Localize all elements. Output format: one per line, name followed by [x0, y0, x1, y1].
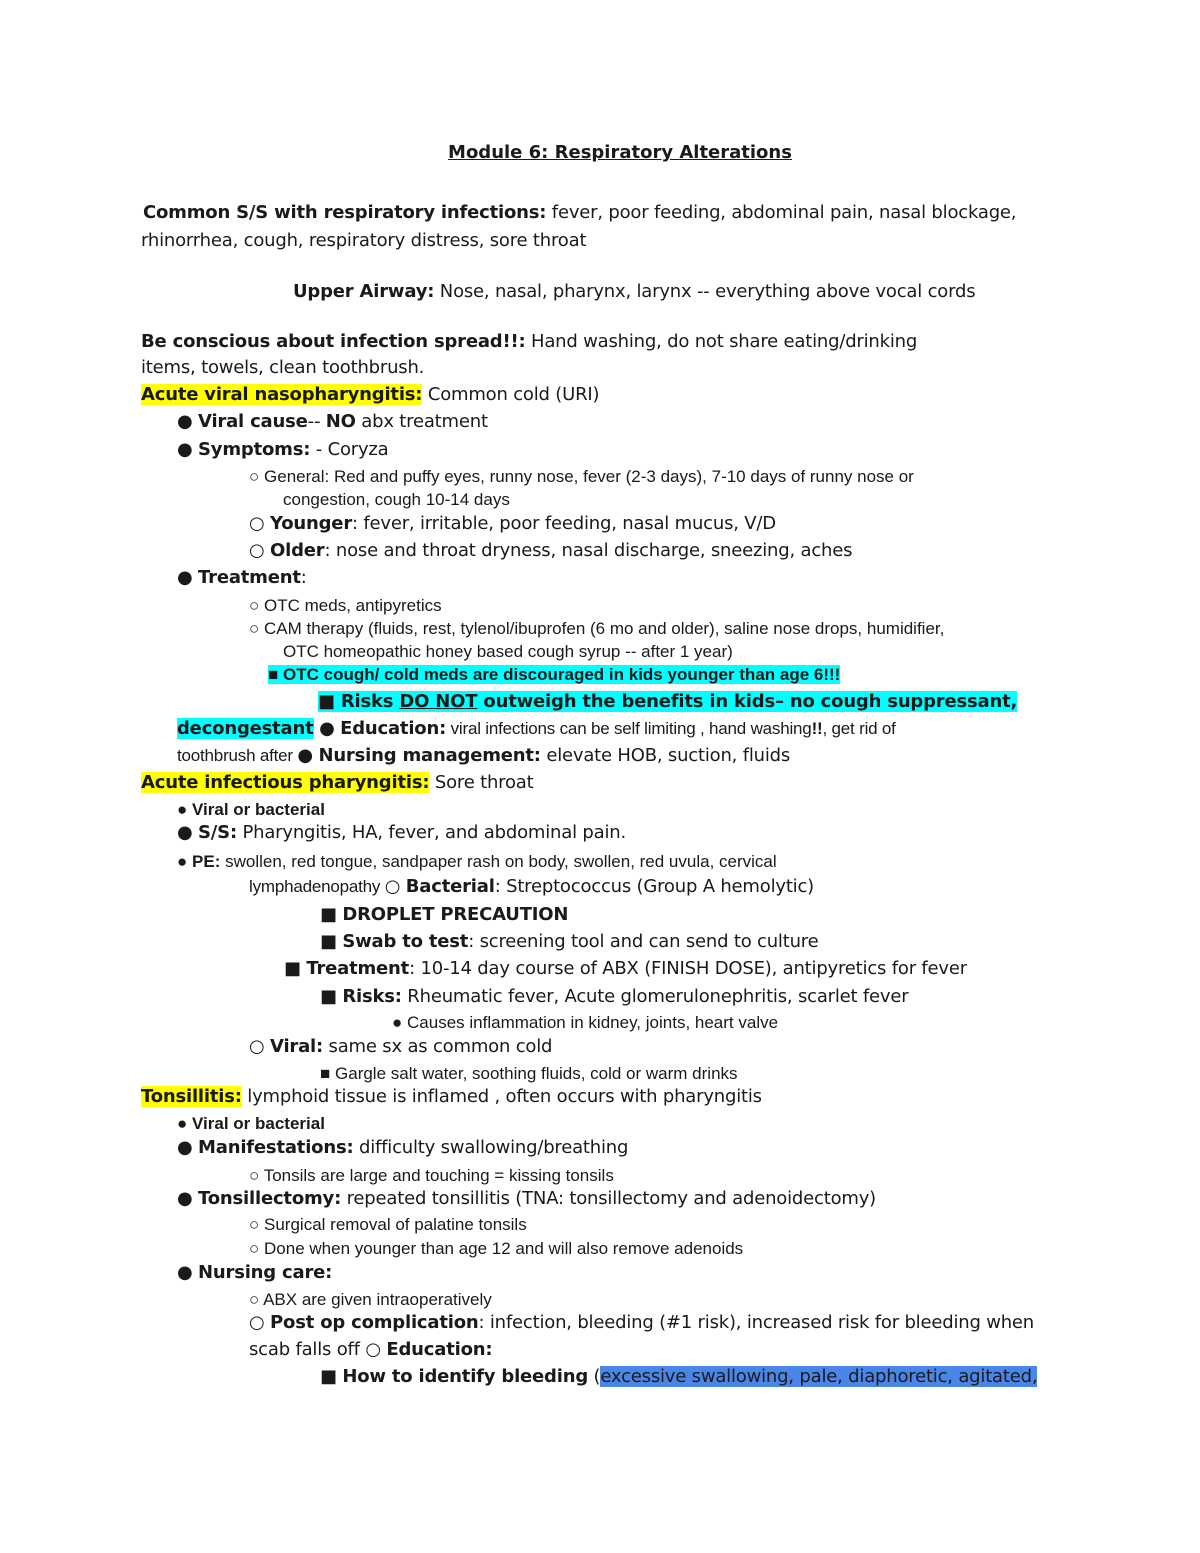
bullet-square: ■ — [320, 904, 337, 925]
upper-airway-line: Upper Airway: Nose, nasal, pharynx, larynx -- everything above vocal cords — [293, 281, 976, 302]
nasopharyngitis-heading-line: Acute viral nasopharyngitis: Common cold (URI) — [141, 384, 600, 405]
dot-inflammation: ● Causes inflammation in kidney, joints, heart valve — [392, 1013, 779, 1032]
bullet-square: ■ — [320, 1366, 337, 1387]
infection-spread-line-2: items, towels, clean toothbrush. — [141, 357, 425, 378]
bullet-dot: ● — [177, 1188, 193, 1209]
bullet-square: ■ — [320, 931, 337, 952]
bullet-manifestations: ● Manifestations: difficulty swallowing/breathing — [177, 1137, 629, 1158]
bullet-circle: ○ — [249, 1312, 265, 1333]
bullet-dot: ● — [177, 822, 193, 843]
square-otc-cough: ■ OTC cough/ cold meds are discouraged in kids younger than age 6!!! — [268, 665, 841, 684]
sub-bullet-kissing: ○ Tonsils are large and touching = kissing tonsils — [249, 1166, 614, 1185]
bullet-viral-bacterial: ● Viral or bacterial — [177, 800, 325, 819]
square-swab: ■ Swab to test: screening tool and can send to culture — [320, 931, 819, 952]
nasopharyngitis-heading: Acute viral nasopharyngitis: — [141, 384, 423, 405]
bullet-dot: ● — [392, 1013, 403, 1032]
bullet-square: ■ — [268, 665, 279, 684]
sub-bullet-viral: ○ Viral: same sx as common cold — [249, 1036, 553, 1057]
infection-spread-label: Be conscious about infection spread!!: — [141, 331, 526, 352]
bullet-circle: ○ — [249, 1290, 260, 1309]
sub-bullet-older: ○ Older: nose and throat dryness, nasal discharge, sneezing, aches — [249, 540, 853, 561]
bullet-nursing-care: ● Nursing care: — [177, 1262, 333, 1283]
scab-education-line: scab falls off ○ Education: — [249, 1339, 493, 1360]
toothbrush-nursing-line: toothbrush after ● Nursing management: elevate HOB, suction, fluids — [177, 745, 791, 766]
bullet-square: ■ — [320, 1064, 331, 1083]
bullet-circle: ○ — [249, 619, 260, 638]
sub-bullet-abx: ○ ABX are given intraoperatively — [249, 1290, 492, 1309]
pharyngitis-heading: Acute infectious pharyngitis: — [141, 772, 430, 793]
general-line-2: congestion, cough 10-14 days — [283, 490, 510, 509]
bullet-dot: ● — [297, 745, 313, 766]
square-risks: ■ Risks DO NOT outweigh the benefits in kids– no cough suppressant, — [318, 691, 1018, 712]
sub-bullet-cam: ○ CAM therapy (fluids, rest, tylenol/ibuprofen (6 mo and older), saline nose drops, humidifier, — [249, 619, 945, 638]
upper-airway-label: Upper Airway: — [293, 281, 435, 302]
bullet-circle: ○ — [249, 596, 260, 615]
common-ss-line-2: rhinorrhea, cough, respiratory distress, sore throat — [141, 230, 587, 251]
bullet-dot: ● — [177, 800, 188, 819]
bullet-circle: ○ — [249, 540, 265, 561]
decongestant-education-line: decongestant ● Education: viral infections can be self limiting , hand washing!!, get rid of — [177, 718, 896, 739]
bullet-dot: ● — [177, 852, 188, 871]
bullet-square: ■ — [318, 691, 335, 712]
cam-line-2: OTC homeopathic honey based cough syrup -- after 1 year) — [283, 642, 733, 661]
bullet-pe: ● PE: swollen, red tongue, sandpaper rash on body, swollen, red uvula, cervical — [177, 852, 777, 871]
sub-bullet-postop: ○ Post op complication: infection, bleeding (#1 risk), increased risk for bleeding when — [249, 1312, 1035, 1333]
page-title: Module 6: Respiratory Alterations — [448, 142, 792, 163]
bullet-viral-cause: ● Viral cause-- NO abx treatment — [177, 411, 488, 432]
bullet-circle: ○ — [249, 513, 265, 534]
selected-text: excessive swallowing, pale, diaphoretic, agitated, — [600, 1366, 1038, 1387]
square-risks-pharyngitis: ■ Risks: Rheumatic fever, Acute glomerulonephritis, scarlet fever — [320, 986, 909, 1007]
bullet-viral-bacterial-2: ● Viral or bacterial — [177, 1114, 325, 1133]
bullet-circle: ○ — [249, 1239, 260, 1258]
common-ss-label: Common S/S with respiratory infections: — [143, 202, 547, 223]
bullet-square: ■ — [284, 958, 301, 979]
square-treatment: ■ Treatment: 10-14 day course of ABX (FINISH DOSE), antipyretics for fever — [284, 958, 967, 979]
square-droplet: ■ DROPLET PRECAUTION — [320, 904, 569, 925]
bullet-treatment: ● Treatment: — [177, 567, 307, 588]
bullet-dot: ● — [319, 718, 335, 739]
bullet-dot: ● — [177, 439, 193, 460]
bullet-dot: ● — [177, 411, 193, 432]
sub-bullet-general: ○ General: Red and puffy eyes, runny nose, fever (2-3 days), 7-10 days of runny nose or — [249, 467, 914, 486]
bullet-circle: ○ — [249, 1215, 260, 1234]
square-gargle: ■ Gargle salt water, soothing fluids, cold or warm drinks — [320, 1064, 738, 1083]
square-identify-bleeding: ■ How to identify bleeding (excessive swallowing, pale, diaphoretic, agitated, — [320, 1366, 1038, 1387]
bullet-circle: ○ — [365, 1339, 381, 1360]
bullet-circle: ○ — [384, 876, 401, 897]
sub-bullet-younger: ○ Younger: fever, irritable, poor feeding, nasal mucus, V/D — [249, 513, 776, 534]
bullet-symptoms: ● Symptoms: - Coryza — [177, 439, 389, 460]
bullet-tonsillectomy: ● Tonsillectomy: repeated tonsillitis (TNA: tonsillectomy and adenoidectomy) — [177, 1188, 876, 1209]
common-ss-line-1: Common S/S with respiratory infections: fever, poor feeding, abdominal pain, nasal blockage, — [143, 202, 1017, 223]
bullet-ss: ● S/S: Pharyngitis, HA, fever, and abdominal pain. — [177, 822, 626, 843]
bullet-dot: ● — [177, 1114, 188, 1133]
tonsillitis-heading-line: Tonsillitis: lymphoid tissue is inflamed , often occurs with pharyngitis — [141, 1086, 762, 1107]
bullet-dot: ● — [177, 567, 193, 588]
bullet-dot: ● — [177, 1262, 193, 1283]
sub-bullet-otc: ○ OTC meds, antipyretics — [249, 596, 442, 615]
bullet-circle: ○ — [249, 467, 260, 486]
tonsillitis-heading: Tonsillitis: — [141, 1086, 242, 1107]
lymph-bacterial-line: lymphadenopathy ○ Bacterial: Streptococcus (Group A hemolytic) — [249, 876, 814, 897]
bullet-square: ■ — [320, 986, 337, 1007]
bullet-circle: ○ — [249, 1166, 260, 1185]
pharyngitis-heading-line: Acute infectious pharyngitis: Sore throat — [141, 772, 534, 793]
infection-spread-line-1: Be conscious about infection spread!!: Hand washing, do not share eating/drinking — [141, 331, 918, 352]
sub-bullet-done-when: ○ Done when younger than age 12 and will also remove adenoids — [249, 1239, 744, 1258]
sub-bullet-surgical: ○ Surgical removal of palatine tonsils — [249, 1215, 527, 1234]
bullet-circle: ○ — [249, 1036, 265, 1057]
bullet-dot: ● — [177, 1137, 193, 1158]
